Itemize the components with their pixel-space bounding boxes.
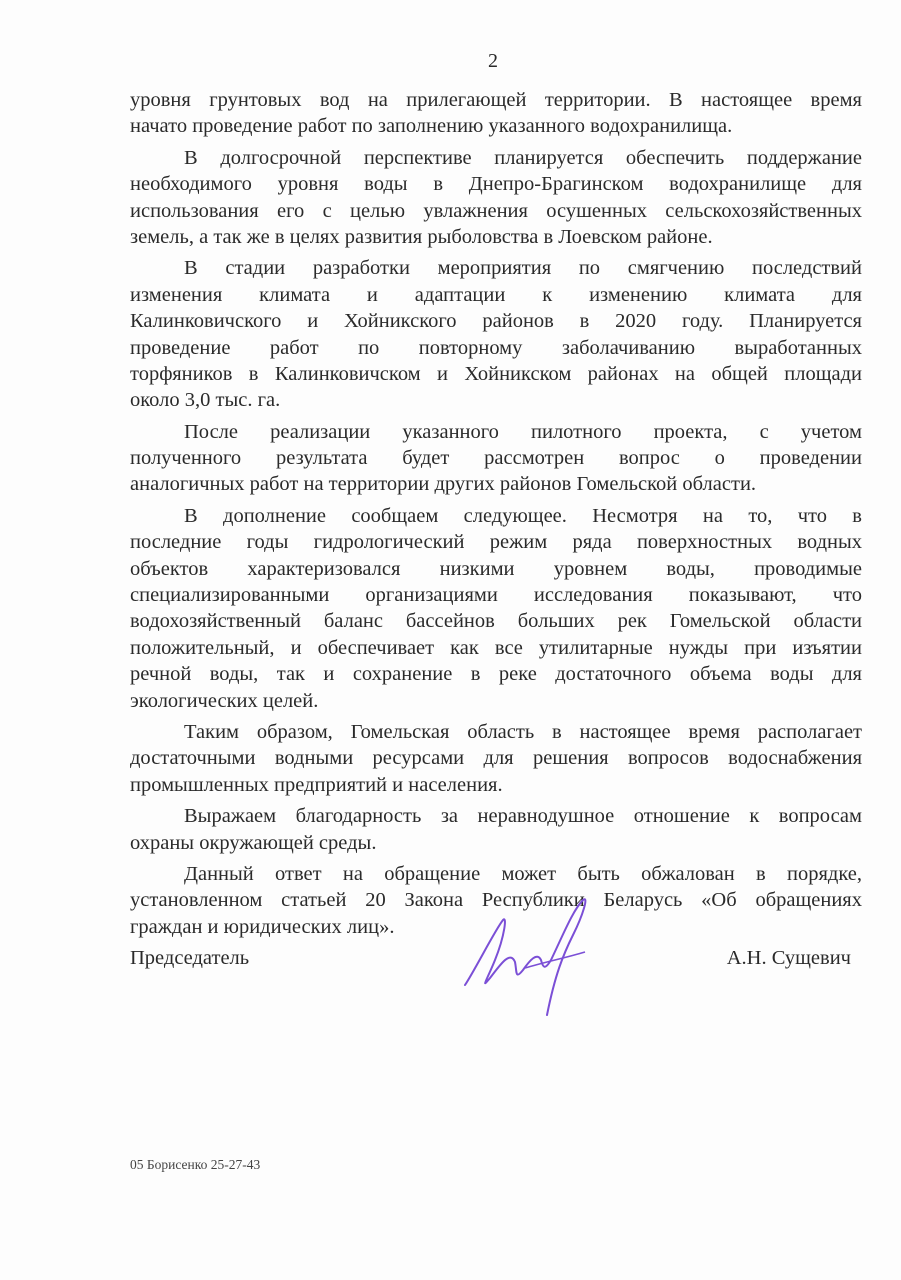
paragraph xyxy=(130,145,862,251)
text-line: начато проведение работ по заполнению указанного водохранилища. xyxy=(130,115,733,138)
footer-contact: 05 Борисенко 25-27-43 xyxy=(130,1157,261,1172)
text-line: достаточными водными ресурсами для решения вопросов водоснабжения xyxy=(130,747,862,770)
signer-title: Председатель xyxy=(130,947,250,969)
letter-body xyxy=(130,87,862,945)
signer-name: А.Н. Сущевич xyxy=(726,947,851,969)
text-line: использования его с целью увлажнения осушенных сельскохозяйственных xyxy=(130,199,862,222)
handwritten-signature xyxy=(455,890,595,1020)
text-line: водохозяйственный баланс бассейнов больших рек Гомельской области xyxy=(130,610,862,633)
paragraph xyxy=(130,803,862,856)
text-line: Данный ответ на обращение может быть обжалован в порядке, xyxy=(184,862,862,885)
text-line: положительный, и обеспечивает как все утилитарные нужды при изъятии xyxy=(130,636,862,659)
text-line: Калинковичского и Хойникского районов в 2020 году. Планируется xyxy=(130,310,862,333)
text-line: изменения климата и адаптации к изменению климата для xyxy=(130,283,862,306)
text-line: последние годы гидрологический режим ряда поверхностных водных xyxy=(130,531,862,554)
text-line: полученного результата будет рассмотрен вопрос о проведении xyxy=(130,447,862,470)
paragraph xyxy=(130,419,862,498)
text-line: промышленных предприятий и населения. xyxy=(130,773,503,796)
text-line: торфяников в Калинковичском и Хойникском районах на общей площади xyxy=(130,362,862,385)
text-line: экологических целей. xyxy=(130,689,319,712)
text-line: специализированными организациями исследования показывают, что xyxy=(130,584,862,607)
text-line: охраны окружающей среды. xyxy=(130,831,377,854)
paragraph xyxy=(130,719,862,798)
text-line: объектов характеризовался низкими уровнем воды, проводимые xyxy=(130,557,862,580)
text-line: около 3,0 тыс. га. xyxy=(130,389,281,412)
text-line: земель, а так же в целях развития рыболовства в Лоевском районе. xyxy=(130,225,713,248)
text-line: В долгосрочной перспективе планируется обеспечить поддержание xyxy=(184,146,862,169)
text-line: В дополнение сообщаем следующее. Несмотря на то, что в xyxy=(184,504,862,527)
text-line: аналогичных работ на территории других районов Гомельской области. xyxy=(130,473,757,496)
paragraph xyxy=(130,255,862,413)
text-line: После реализации указанного пилотного проекта, с учетом xyxy=(184,420,862,443)
paragraph xyxy=(130,503,862,714)
text-line: Выражаем благодарность за неравнодушное отношение к вопросам xyxy=(184,805,862,828)
page-number: 2 xyxy=(488,50,498,72)
text-line: необходимого уровня воды в Днепро-Брагинском водохранилище для xyxy=(130,173,862,196)
text-line: Таким образом, Гомельская область в настоящее время располагает xyxy=(184,720,862,743)
text-line: уровня грунтовых вод на прилегающей территории. В настоящее время xyxy=(130,89,862,111)
text-line: В стадии разработки мероприятия по смягчению последствий xyxy=(184,257,862,280)
text-line: речной воды, так и сохранение в реке достаточного объема воды для xyxy=(130,663,862,686)
text-line: установленном статьей 20 Закона Республики Беларусь «Об обращениях xyxy=(130,889,862,912)
text-line: проведение работ по повторному заболачиванию выработанных xyxy=(130,336,862,359)
paragraph xyxy=(130,87,862,140)
text-line: граждан и юридических лиц». xyxy=(130,915,395,938)
